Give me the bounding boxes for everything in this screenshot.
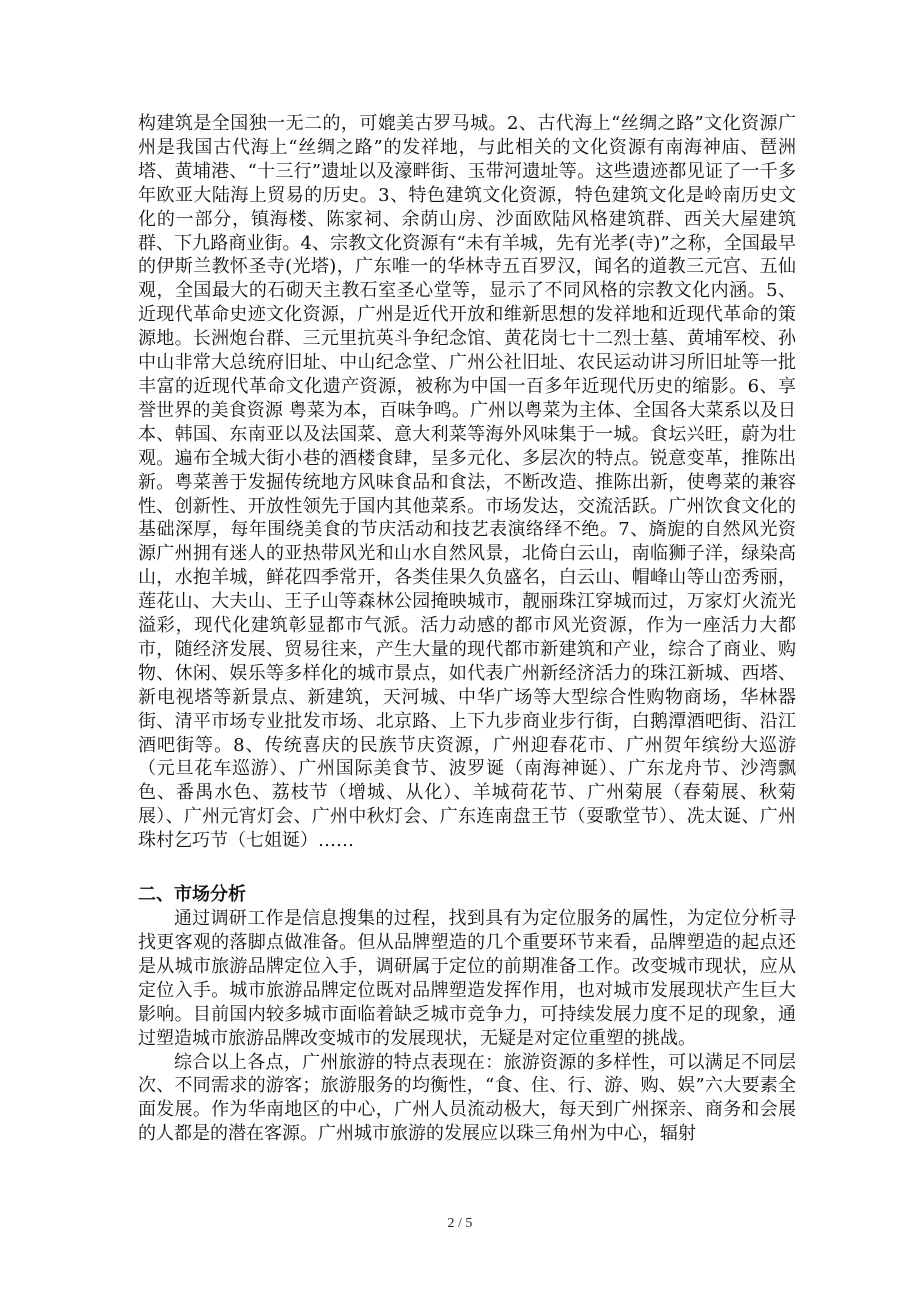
body-paragraph-research: 通过调研工作是信息搜集的过程，找到具有为定位服务的属性，为定位分析寻找更客观的落脚点做准备。但从品牌塑造的几个重要环节来看，品牌塑造的起点还是从城市旅游品牌定位入手，调研属于定位的前期准备工作。改变城市现状，应从定位入手。城市旅游品牌定位既对品牌塑造发挥作用，也对城市发展现状产生巨大影响。目前国内较多城市面临着缺乏城市竞争力，可持续发展力度不足的现象，通过塑造城市旅游品牌改变城市的发展现状，无疑是对定位重塑的挑战。 [138,908,796,1049]
section-heading-market-analysis: 二、市场分析 [138,884,246,906]
body-paragraph-resources: 构建筑是全国独一无二的，可媲美古罗马城。2、古代海上“丝绸之路”文化资源广州是我国古代海上“丝绸之路”的发祥地，与此相关的文化资源有南海神庙、琶洲塔、黄埔港、“十三行”遗址以及濠畔街、玉带河遗址等。这些遗迹都见证了一千多年欧亚大陆海上贸易的历史。3、特色建筑文化资源，特色建筑文化是岭南历史文化的一部分，镇海楼、陈家祠、余荫山房、沙面欧陆风格建筑群、西关大屋建筑群、下九路商业街。4、宗教文化资源有“未有羊城，先有光孝(寺)”之称，全国最早的伊斯兰教怀圣寺(光塔)，广东唯一的华林寺五百罗汉，闻名的道教三元宫、五仙观，全国最大的石砌天主教石室圣心堂等，显示了不同风格的宗教文化内涵。5、近现代革命史迹文化资源，广州是近代开放和维新思想的发祥地和近现代革命的策源地。长洲炮台群、三元里抗英斗争纪念馆、黄花岗七十二烈士墓、黄埔军校、孙中山非常大总统府旧址、中山纪念堂、广州公社旧址、农民运动讲习所旧址等一批丰富的近现代革命文化遗产资源，被称为中国一百多年近现代历史的缩影。6、享誉世界的美食资源 粤菜为本，百味争鸣。广州以粤菜为主体、全国各大菜系以及日本、韩国、东南亚以及法国菜、意大利菜等海外风味集于一城。食坛兴旺，蔚为壮观。遍布全城大街小巷的酒楼食肆，呈多元化、多层次的特点。锐意变革，推陈出新。粤菜善于发掘传统地方风味食品和食法，不断改造、推陈出新，使粤菜的兼容性、创新性、开放性领先于国内其他菜系。市场发达，交流活跃。广州饮食文化的基础深厚，每年围绕美食的节庆活动和技艺表演络绎不绝。7、旖旎的自然风光资源广州拥有迷人的亚热带风光和山水自然风景，北倚白云山，南临狮子洋，绿染高山，水抱羊城，鲜花四季常开，各类佳果久负盛名，白云山、帽峰山等山峦秀丽，莲花山、大夫山、王子山等森林公园掩映城市，靓丽珠江穿城而过，万家灯火流光溢彩，现代化建筑彰显都市气派。活力动感的都市风光资源，作为一座活力大都市，随经济发展、贸易往来，产生大量的现代都市新建筑和产业，综合了商业、购物、休闲、娱乐等多样化的城市景点，如代表广州新经济活力的珠江新城、西塔、新电视塔等新景点、新建筑，天河城、中华广场等大型综合性购物商场，华林器街、清平市场专业批发市场、北京路、上下九步商业步行街，白鹅潭酒吧街、沿江酒吧街等。8、传统喜庆的民族节庆资源，广州迎春花市、广州贺年缤纷大巡游（元旦花车巡游）、广州国际美食节、波罗诞（南海神诞）、广东龙舟节、沙湾飘色、番禺水色、荔枝节（增城、从化）、羊城荷花节、广州菊展（春菊展、秋菊展）、广州元宵灯会、广州中秋灯会、广东连南盘王节（耍歌堂节）、冼太诞、广州珠村乞巧节（七姐诞）…… [138,113,796,852]
body-paragraph-summary: 综合以上各点，广州旅游的特点表现在：旅游资源的多样性，可以满足不同层次、不同需求的游客；旅游服务的均衡性，“食、住、行、游、购、娱”六大要素全面发展。作为华南地区的中心，广州人员流动极大，每天到广州探亲、商务和会展的人都是的潜在客源。广州城市旅游的发展应以珠三角州为中心，辐射 [138,1051,796,1145]
page-number: 2 / 5 [447,1216,473,1231]
document-page [138,112,796,1146]
